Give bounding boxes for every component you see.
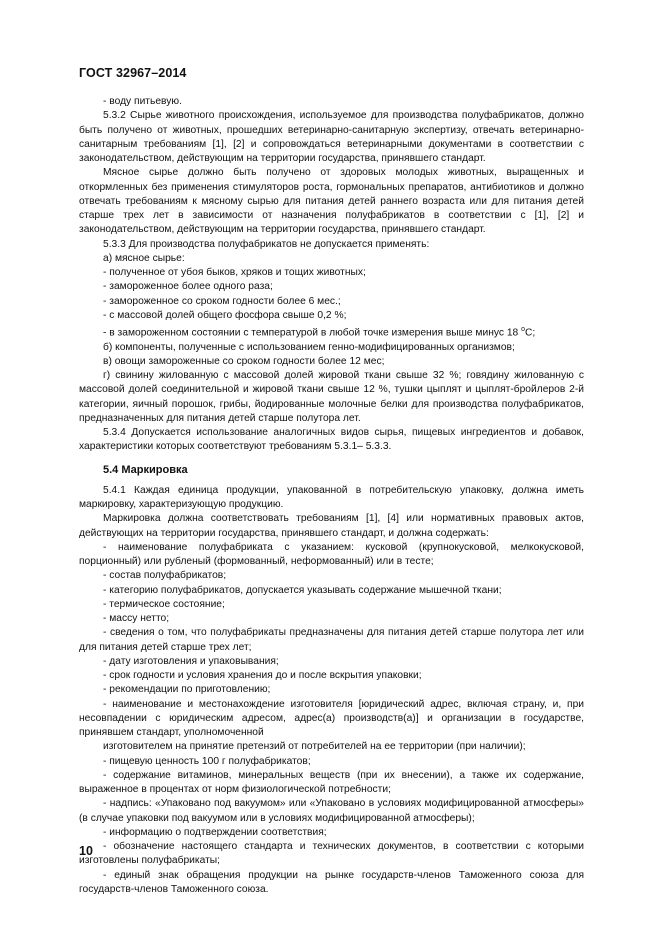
list-item: - срок годности и условия хранения до и после вскрытия упаковки; xyxy=(103,670,422,682)
paragraph: Маркировка должна соответствовать требованиям [1], [4] или нормативных правовых актов, действующих на территории государства, принявшего стандарт, и должна содержать: xyxy=(79,513,584,539)
list-item: - замороженное более одного раза; xyxy=(103,281,273,293)
list-item: - содержание витаминов, минеральных веществ (при их внесении), а также их содержание, выраженное в процентах от норм физиологической потребности; xyxy=(79,769,584,796)
section-heading: 5.4 Маркировка xyxy=(103,463,188,476)
paragraph: Мясное сырье должно быть получено от здоровых молодых животных, выращенных и откормленных без применения стимуляторов роста, гормональных препаратов, антибиотиков и должно отвечать требованиям к мясному сырью для питания детей раннего возраста или для питания детей старше трех лет в зависимости от назначения полуфабрикатов в соответствии с [1], [2] и законодательством, действующим на территории государства, принявшего стандарт. xyxy=(79,167,584,236)
list-item: - массу нетто; xyxy=(103,613,170,625)
list-item: - информацию о подтверждении соответствия; xyxy=(103,826,327,838)
list-item: - обозначение настоящего стандарта и технических документов, в соответствии с которыми изготовлены полуфабрикаты; xyxy=(79,841,584,867)
paragraph: 5.3.4 Допускается использование аналогичных видов сырья, пищевых ингредиентов и добавок, характеристики которых соответствуют требованиям 5.3.1– 5.3.3. xyxy=(79,427,584,453)
paragraph: 5.3.2 Сырье животного происхождения, используемое для производства полуфабрикатов, должно быть получено от животных, прошедших ветеринарно-санитарную экспертизу, отвечать ветеринарно-санитарным требованиям [1], [2] и сопровождаться ветеринарными документами в соответствии с законодательством, действующим на территории государства, принявшего стандарт. xyxy=(79,110,584,164)
list-item-continuation: изготовителем на принятие претензий от потребителей на ее территории (при наличии); xyxy=(103,741,526,753)
paragraph: 5.3.3 Для производства полуфабрикатов не допускается применять: xyxy=(103,238,430,250)
list-item: в) овощи замороженные со сроком годности более 12 мес; xyxy=(103,355,385,367)
page-number: 10 xyxy=(79,844,93,858)
list-item: - замороженное со сроком годности более 6 мес.; xyxy=(103,295,341,307)
document-body xyxy=(79,95,584,897)
list-item: - с массовой долей общего фосфора свыше 0,2 %; xyxy=(103,309,347,321)
list-item: - наименование полуфабриката с указанием: кусковой (крупнокусковой, мелкокусковой, порционный) или рубленый (формованный, неформованный) или в тесте; xyxy=(79,541,584,568)
list-item: - пищевую ценность 100 г полуфабрикатов; xyxy=(103,755,311,767)
document-code: ГОСТ 32967–2014 xyxy=(79,66,187,80)
list-item: - дату изготовления и упаковывания; xyxy=(103,655,279,667)
list-item: б) компоненты, полученные с использованием генно-модифицированных организмов; xyxy=(103,341,515,353)
list-item: - сведения о том, что полуфабрикаты предназначены для питания детей старше полутора лет или для питания детей старше трех лет; xyxy=(79,627,584,653)
list-item: - рекомендации по приготовлению; xyxy=(103,684,271,696)
list-item: г) свинину жилованную с массовой долей жировой ткани свыше 32 %; говядину жилованную с массовой долей соединительной и жировой ткани свыше 12 %, тушки цыплят и цыплят-бройлеров 2-й категории, яичный порошок, грибы, йодированные молочные белки для производства полуфабрикатов, предназначенных для питания детей старше полутора лет. xyxy=(79,370,584,424)
list-item: а) мясное сырье: xyxy=(103,252,185,264)
list-item: - категорию полуфабрикатов, допускается указывать содержание мышечной ткани; xyxy=(103,584,502,596)
temperature-text: - в замороженном состоянии с температурой в любой точке измерения выше минус 18 xyxy=(103,327,522,339)
list-item: - полученное от убоя быков, хряков и тощих животных; xyxy=(103,267,366,278)
paragraph: 5.4.1 Каждая единица продукции, упакованной в потребительскую упаковку, должна иметь маркировку, характеризующую продукцию. xyxy=(79,484,584,511)
list-item: - единый знак обращения продукции на рынке государств-членов Таможенного союза для государств-членов Таможенного союза. xyxy=(79,869,584,895)
list-item xyxy=(79,323,584,341)
list-item: - надпись: «Упаковано под вакуумом» или «Упаковано в условиях модифицированной атмосферы» (в случае упаковки под вакуумом или в условиях модифицированной атмосферы); xyxy=(79,798,584,824)
list-item: - состав полуфабрикатов; xyxy=(103,570,227,582)
temperature-unit: С; xyxy=(525,327,536,339)
degree-superscript: о xyxy=(521,326,525,333)
paragraph: - воду питьевую. xyxy=(103,96,182,107)
list-item: - наименование и местонахождение изготовителя [юридический адрес, включая страну, и, при несовпадении с юридическим адресом, адрес(а) производств(а)] и организации в государстве, принявшем стандарт, уполномоченной xyxy=(79,698,584,739)
list-item: - термическое состояние; xyxy=(103,598,225,610)
